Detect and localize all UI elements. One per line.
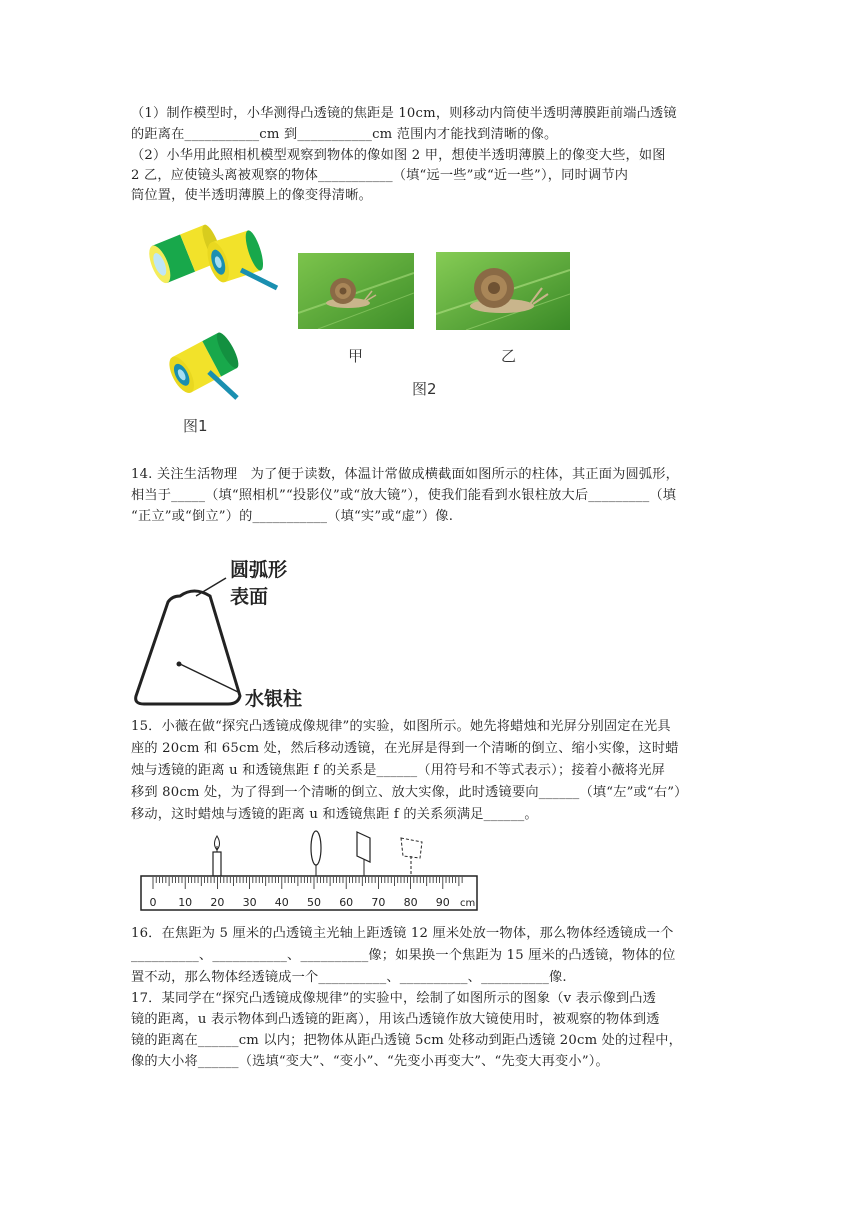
q15-line-1: 15．小薇在做“探究凸透镜成像规律”的实验，如图所示。她先将蜡烛和光屏分别固定在光具	[131, 719, 671, 734]
q13-line-1: （1）制作模型时，小华测得凸透镜的焦距是 10cm，则移动内筒使半透明薄膜距前端凸透镜	[131, 106, 677, 121]
q14-line-2: 相当于_____（填“照相机”“投影仪”或“放大镜”），使我们能看到水银柱放大后_________（填	[131, 488, 677, 503]
ruler-tick-label: 10	[178, 896, 193, 909]
q16-line-1: 16．在焦距为 5 厘米的凸透镜主光轴上距透镜 12 厘米处放一物体，那么物体经透镜成一个	[131, 926, 674, 941]
q17-line-2: 镜的距离，u 表示物体到凸透镜的距离），用该凸透镜作放大镜使用时，被观察的物体到透	[131, 1012, 660, 1027]
q17-line-4: 像的大小将______（选填“变大”、“变小”、“先变小再变大”、“先变大再变小”）。	[131, 1054, 609, 1069]
q17-line-1: 17．某同学在“探究凸透镜成像规律”的实验中，绘制了如图所示的图象（v 表示像到凸透	[131, 991, 657, 1006]
q13-line-3: （2）小华用此照相机模型观察到物体的像如图 2 甲，想使半透明薄膜上的像变大些，如图	[131, 148, 666, 163]
optical-bench	[138, 828, 483, 914]
figure-2-label-b: 乙	[501, 347, 517, 365]
q15-line-5: 移动，这时蜡烛与透镜的距离 u 和透镜焦距 f 的关系须满足______。	[131, 807, 538, 822]
q13-line-4: 2 乙，应使镜头离被观察的物体___________（填“远一些”或“近一些”），同时调节内	[131, 168, 629, 183]
snail-photo-b	[436, 252, 570, 330]
q14-line-3: “正立”或“倒立”）的___________（填“实”或“虚”）像.	[131, 509, 454, 524]
figure-1-caption: 图1	[183, 417, 208, 435]
label-mercury-column: 水银柱	[245, 688, 303, 710]
figure-2-label-a: 甲	[348, 347, 364, 365]
q13-line-2: 的距离在___________cm 到___________cm 范围内才能找到清晰的像。	[131, 127, 558, 142]
ruler-tick-label: 60	[339, 896, 354, 909]
q13-line-5: 筒位置，使半透明薄膜上的像变得清晰。	[131, 188, 372, 203]
label-surface: 表面	[230, 586, 269, 608]
candle	[213, 836, 221, 876]
ruler-ticks	[153, 877, 462, 889]
ruler-tick-label: 50	[307, 896, 321, 909]
ruler-labels	[150, 896, 450, 909]
q14-line-1: 14. 关注生活物理 为了便于读数，体温计常做成横截面如图所示的柱体，其正面为圆弧形，	[131, 467, 680, 482]
label-arc-surface: 圆弧形	[230, 559, 288, 581]
ruler-tick-label: 40	[274, 896, 289, 909]
ruler-tick-label: 30	[242, 896, 257, 909]
ruler-tick-label: 0	[149, 896, 157, 909]
camera-model-figure	[145, 212, 285, 412]
q15-line-4: 移到 80cm 处，为了得到一个清晰的倒立、放大实像，此时透镜要向______（填“左”或“右”）	[131, 785, 688, 800]
ruler-tick-label: 80	[403, 896, 418, 909]
ruler-tick-label: 20	[210, 896, 225, 909]
screen-new-position	[401, 838, 422, 876]
q16-line-3: 置不动，那么物体经透镜成一个__________、__________、__________像.	[131, 970, 567, 985]
q17-line-3: 镜的距离在______cm 以内；把物体从距凸透镜 5cm 处移动到距凸透镜 20cm 处的过程中，	[131, 1033, 682, 1048]
figure-2-caption: 图2	[412, 380, 437, 398]
snail-photo-a	[298, 253, 414, 329]
q15-line-2: 座的 20cm 和 65cm 处，然后移动透镜，在光屏是得到一个清晰的倒立、缩小实像，这时蜡	[131, 741, 679, 756]
ruler-unit-label: cm	[460, 898, 476, 909]
light-screen	[357, 832, 370, 876]
ruler-tick-label: 90	[435, 896, 450, 909]
q15-line-3: 烛与透镜的距离 u 和透镜焦距 f 的关系是______（用符号和不等式表示）；接着小薇将光屏	[131, 763, 666, 778]
q16-line-2: __________、___________、__________像；如果换一个焦距为 15 厘米的凸透镜，物体的位	[131, 948, 676, 963]
convex-lens	[311, 831, 321, 876]
ruler-tick-label: 70	[371, 896, 386, 909]
